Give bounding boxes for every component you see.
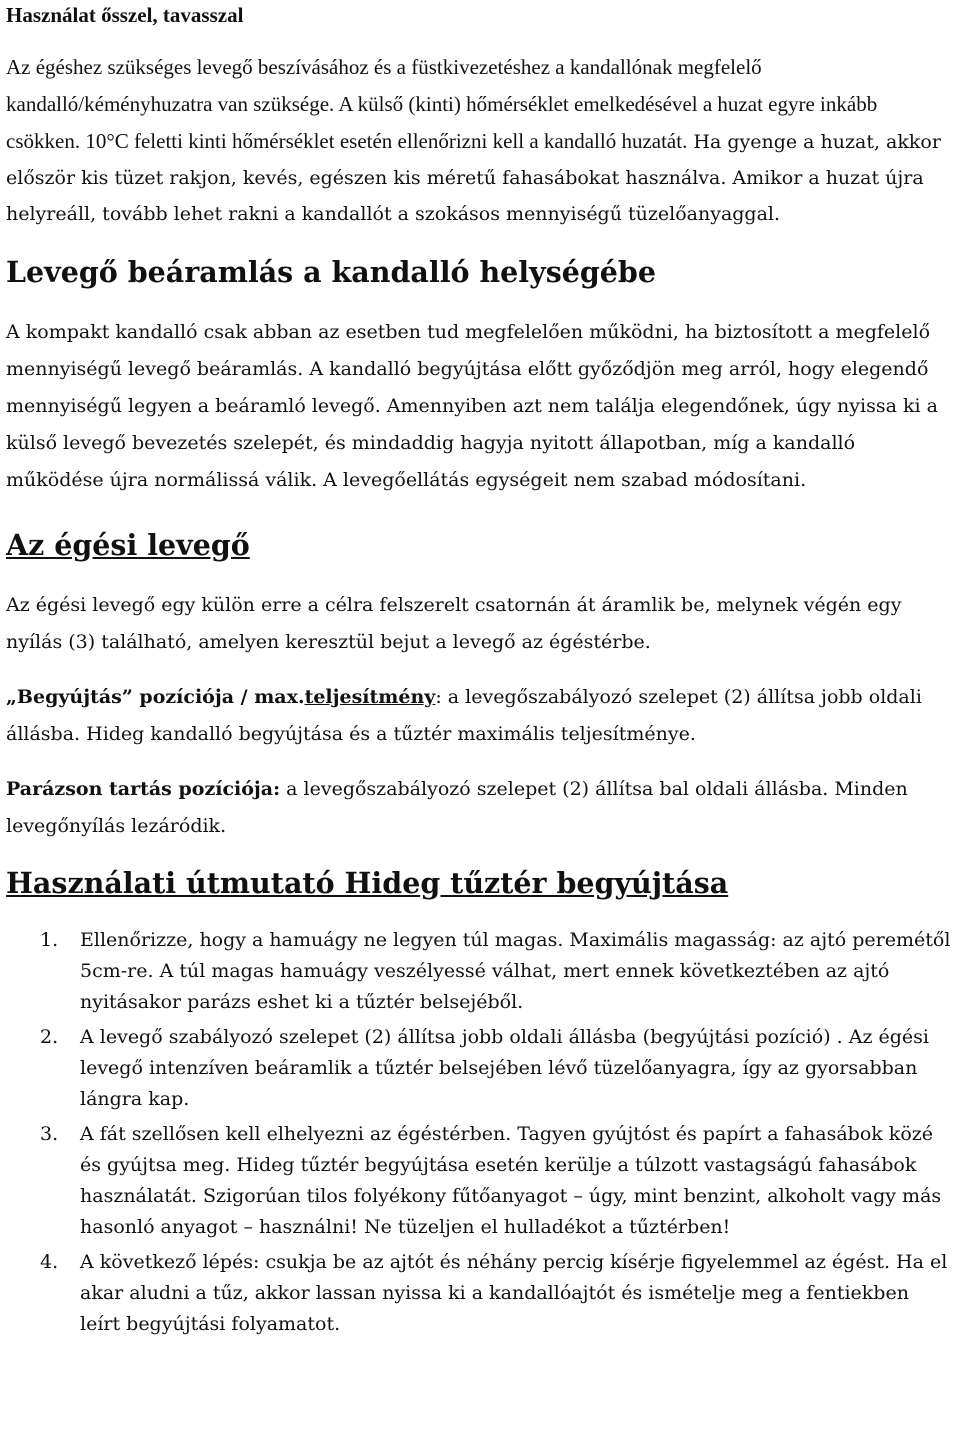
ignition-position-label: „Begyújtás” pozíciója / max. bbox=[6, 686, 305, 708]
list-item bbox=[6, 1119, 952, 1243]
list-item-text: Ellenőrizze, hogy a hamuágy ne legyen túl magas. Maximális magasság: az ajtó peremétől 5cm-re. A túl magas hamuágy veszélyessé válhat, mert ennek következtében az ajtó nyitásakor parázs eshet ki a tűztér belsejéből. bbox=[80, 929, 951, 1013]
section3-paragraph-1-text: Az égési levegő egy külön erre a célra felszerelt csatornán át áramlik be, melynek végén egy nyílás (3) található, amelyen keresztül bejut a levegő az égéstérbe. bbox=[6, 594, 902, 653]
list-item-number: 1. bbox=[40, 929, 59, 951]
section1-paragraph-part2: Ha gyenge a huzat, akkor először kis tüzet rakjon, kevés, egészen kis méretű fahasábokat használva. Amikor a huzat újra helyreáll, tovább lehet rakni a kandallót a szokásos mennyiségű tüzelőanyaggal. bbox=[6, 131, 941, 225]
ignition-steps-list bbox=[6, 925, 952, 1340]
section-title-cold-ignition bbox=[6, 866, 952, 900]
ember-position-text: a levegőszabályozó szelepet (2) állítsa bal oldali állásba. Minden levegőnyílás lezáródik. bbox=[6, 778, 908, 837]
list-item-text: A következő lépés: csukja be az ajtót és néhány percig kísérje figyelemmel az égést. Ha el akar aludni a tűz, akkor lassan nyissa ki a kandallóajtót és ismételje meg a fentiekben leírt begyújtási folyamatot. bbox=[80, 1251, 948, 1335]
list-item bbox=[6, 1247, 952, 1340]
list-item-text: A levegő szabályozó szelepet (2) állítsa jobb oldali állásba (begyújtási pozíció) . Az égési levegő intenzíven beáramlik a tűztér belsejében lévő tüzelőanyagra, így az gyorsabban lángra kap. bbox=[80, 1026, 929, 1110]
section2-title-text: Levegő beáramlás a kandalló helységébe bbox=[6, 255, 656, 289]
section-title-combustion-air bbox=[6, 528, 952, 562]
section2-paragraph bbox=[6, 314, 952, 499]
section-title-usage-autumn-spring bbox=[6, 0, 952, 27]
section3-paragraph-3 bbox=[6, 771, 952, 845]
section2-paragraph-text: A kompakt kandalló csak abban az esetben tud megfelelően működni, ha biztosított a megfelelő mennyiségű levegő beáramlás. A kandalló begyújtása előtt győződjön meg arról, hogy elegendő mennyiségű legyen a beáramló levegő. Amennyiben azt nem találja elegendőnek, úgy nyissa ki a külső levegő bevezetés szelepét, és mindaddig hagyja nyitott állapotban, míg a kandalló működése újra normálissá válik. A levegőellátás egységeit nem szabad módosítani. bbox=[6, 321, 938, 491]
list-item-number: 4. bbox=[40, 1251, 59, 1273]
list-item-number: 3. bbox=[40, 1123, 59, 1145]
section4-title-text: Használati útmutató Hideg tűztér begyújtása bbox=[6, 866, 729, 900]
section1-title-text: Használat ősszel, tavasszal bbox=[6, 3, 244, 27]
performance-label: teljesítmény bbox=[304, 686, 436, 708]
list-item bbox=[6, 925, 952, 1018]
list-item-number: 2. bbox=[40, 1026, 59, 1048]
ignition-position-text: : a levegőszabályozó szelepet (2) állítsa jobb oldali állásba. Hideg kandalló begyújtása és a tűztér maximális teljesítménye. bbox=[6, 686, 922, 745]
list-item bbox=[6, 1022, 952, 1115]
section3-paragraph-1 bbox=[6, 587, 952, 661]
section3-title-text: Az égési levegő bbox=[6, 528, 250, 562]
section1-paragraph-part1: Az égéshez szükséges levegő beszívásához és a füstkivezetéshez a kandallónak megfelelő kandalló/kéményhuzatra van szüksége. A külső (kinti) hőmérséklet emelkedésével a huzat egyre inkább csökken. 10°C feletti kinti hőmérséklet esetén ellenőrizni kell a kandalló huzatát. bbox=[6, 55, 878, 153]
section-title-air-inflow bbox=[6, 255, 952, 289]
section3-paragraph-2 bbox=[6, 679, 952, 753]
ember-position-label: Parázson tartás pozíciója: bbox=[6, 778, 281, 800]
section1-paragraph bbox=[6, 49, 952, 232]
list-item-text: A fát szellősen kell elhelyezni az égéstérben. Tagyen gyújtóst és papírt a fahasábok közé és gyújtsa meg. Hideg tűztér begyújtása esetén kerülje a túlzott vastagságú fahasábok használatát. Szigorúan tilos folyékony fűtőanyagot – úgy, mint benzint, alkoholt vagy más hasonló anyagot – használni! Ne tüzeljen el hulladékot a tűztérben! bbox=[80, 1123, 942, 1238]
